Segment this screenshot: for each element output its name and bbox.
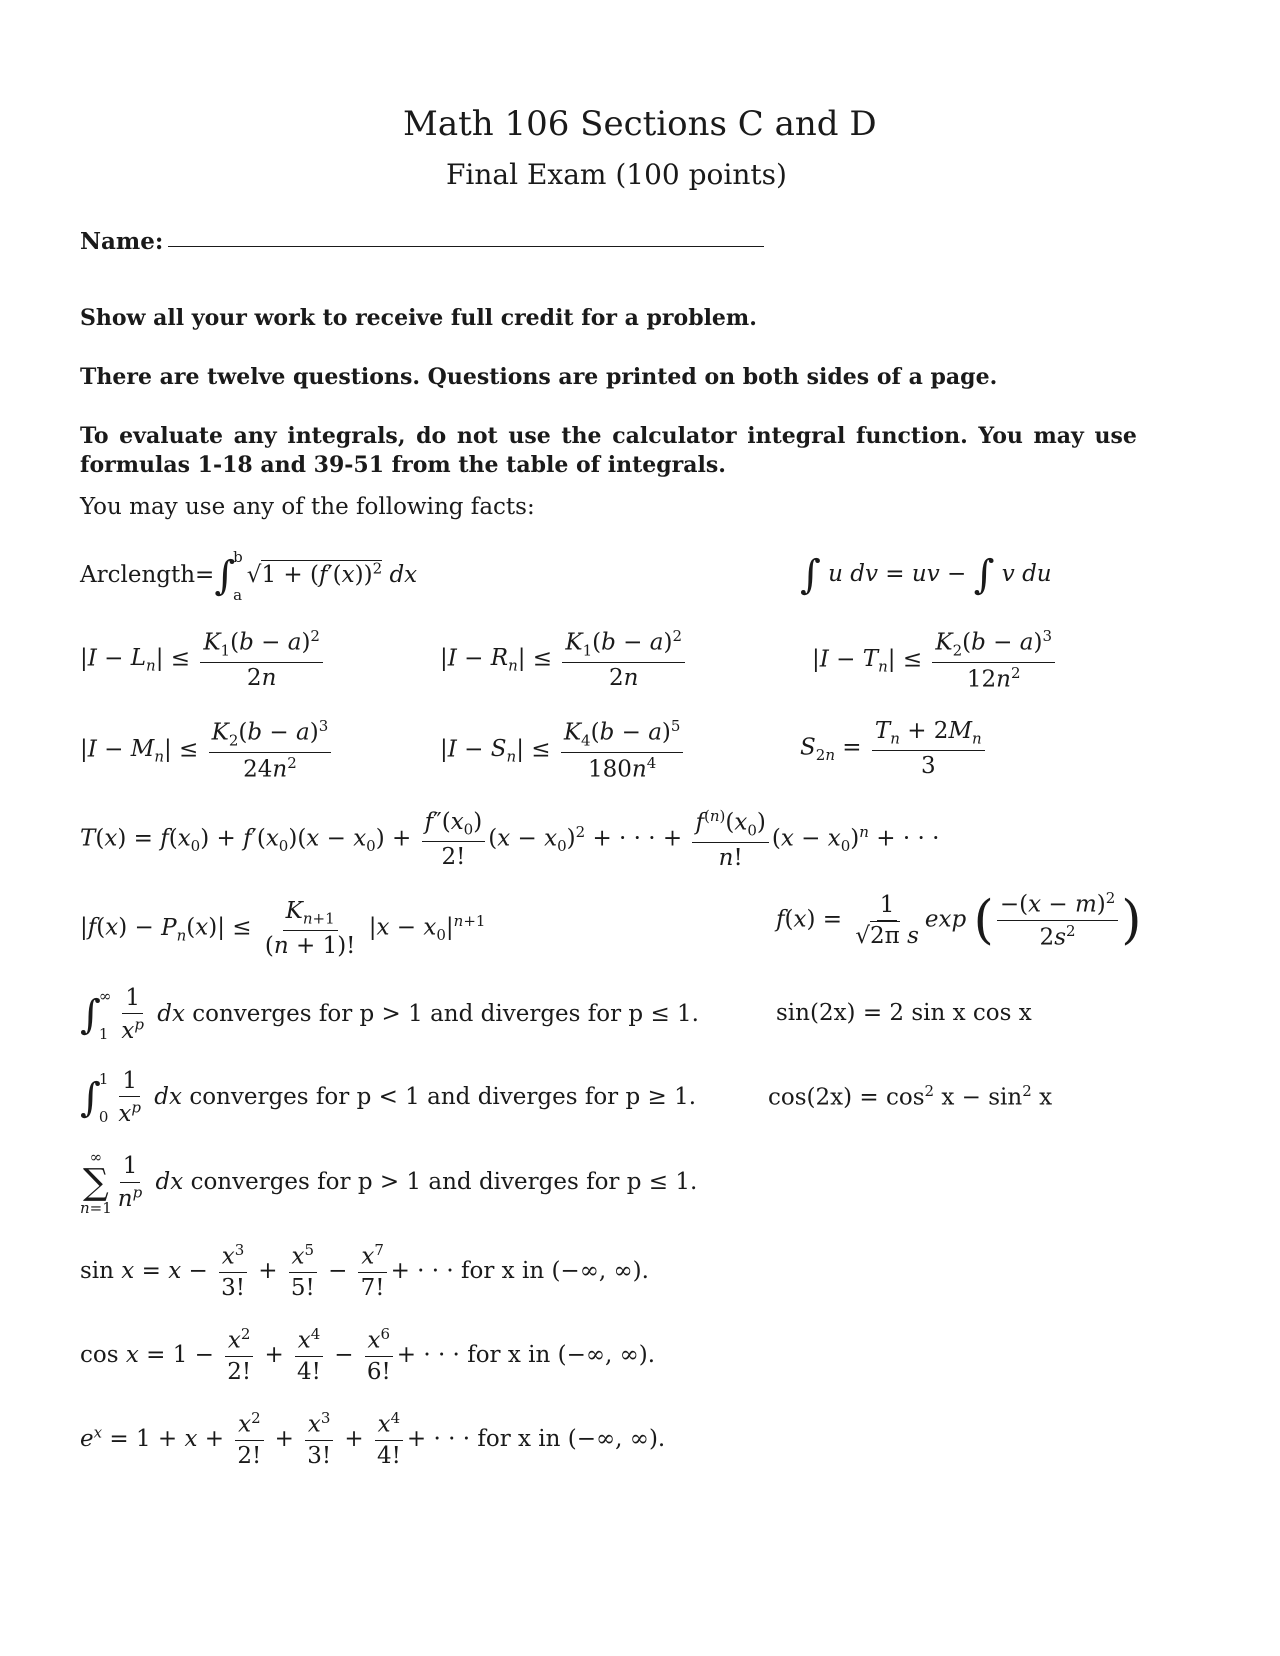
cos-series: cos x = 1 − $\frac{x^2}{2!}$ + $\frac{x^4}{4!}$ − $\frac{x^6}{6!}$ + · · · for x in (−∞, ∞). xyxy=(80,1325,656,1386)
cos-double-end: x xyxy=(1039,1084,1053,1111)
facts-intro: You may use any of the following facts: xyxy=(80,494,535,520)
p-integral-zero-one-text: converges for p < 1 and diverges for p ≥ 1. xyxy=(189,1083,697,1110)
taylor-series: $T(x) = f(x_0) + f'(x_0)(x - x_0)$ + $\frac{f''(x_0)}{2!}$ $(x - x_0)^2$ + · · · + $\frac{f^{(n)}(x_0)}{n!}$ $(x - x_0)^n$ + · · · xyxy=(80,807,940,871)
cos-double-angle: $\cos(2x) = \cos^2 x - \sin^2 x$ xyxy=(768,1082,1053,1111)
exam-title: Math 106 Sections C and D xyxy=(403,104,877,144)
sin-series: sin x = x − $\frac{x^3}{3!}$ + $\frac{x^5}{5!}$ − $\frac{x^7}{7!}$ + · · · for x in (−∞, ∞). xyxy=(80,1241,649,1302)
p-integral-zero-one: ∫ 1 0 $\frac{1}{x^p}$ dx converges for p < 1 and diverges for p ≥ 1. xyxy=(80,1068,697,1128)
p-integral-infinity-text: converges for p > 1 and diverges for p ≤ 1. xyxy=(192,1000,699,1027)
exp-series: $e^x = 1 + x$ + $\frac{x^2}{2!}$ + $\frac{x^3}{3!}$ + $\frac{x^4}{4!}$ + · · · for x in (−∞, ∞). xyxy=(80,1409,666,1470)
instruction-integrals-2: formulas 1-18 and 39-51 from the table of integrals. xyxy=(80,452,726,478)
p-series-text: converges for p > 1 and diverges for p ≤ 1. xyxy=(190,1169,698,1195)
taylor-remainder: $|f(x) - P_n(x)|$ ≤ $\frac{K_{n+1}}{(n + 1)!}$ $|x - x_0|^{n+1}$ xyxy=(80,898,486,959)
simpson-error: $|I - S_n|$ ≤ $\frac{K_4(b - a)^5}{180n^4}$ xyxy=(440,718,686,783)
name-line[interactable] xyxy=(168,246,764,247)
right-endpoint-error: $|I - R_n|$ ≤ $\frac{K_1(b - a)^2}{2n}$ xyxy=(440,628,688,691)
name-label: Name: xyxy=(80,228,164,255)
integration-by-parts: ∫ u dv = uv − ∫ v du xyxy=(800,552,1052,598)
arclength-label: Arclength= xyxy=(80,562,215,588)
exp-series-interval: for x in (−∞, ∞). xyxy=(477,1425,666,1452)
cos-double-lhs: cos(2x) = cos xyxy=(768,1084,925,1111)
instruction-questions: There are twelve questions. Questions are printed on both sides of a page. xyxy=(80,364,998,390)
instruction-show-work: Show all your work to receive full credit for a problem. xyxy=(80,305,757,331)
trapezoid-error: $|I - T_n|$ ≤ $\frac{K_2(b - a)^3}{12n^2}$ xyxy=(812,628,1058,693)
arclength-formula: Arclength=∫ b a $√1 + (f'(x))^2$ dx xyxy=(80,548,418,604)
left-endpoint-error: $|I - L_n|$ ≤ $\frac{K_1(b - a)^2}{2n}$ xyxy=(80,628,326,691)
p-series: ∞ ∑ n=1 $\frac{1}{n^p}$ dx converges for p > 1 and diverges for p ≤ 1. xyxy=(80,1148,698,1217)
cos-series-interval: for x in (−∞, ∞). xyxy=(467,1341,656,1368)
simpson-relation: $S_{2n}$ = $\frac{T_n + 2M_n}{3}$ xyxy=(800,718,988,779)
exam-subtitle: Final Exam (100 points) xyxy=(446,158,787,191)
p-integral-infinity: ∫ ∞ 1 $\frac{1}{x^p}$ dx converges for p > 1 and diverges for p ≤ 1. xyxy=(80,985,699,1045)
normal-density: f(x) = $\frac{1}{\text{√2π s}}$ exp ( $\frac{-(x - m)^2}{2s^2}$ ) xyxy=(776,889,1142,951)
sin-series-interval: for x in (−∞, ∞). xyxy=(461,1257,649,1284)
sin-double-angle: sin(2x) = 2 sin x cos x xyxy=(776,1000,1032,1026)
cos-double-mid: x − sin xyxy=(941,1084,1023,1111)
midpoint-error: $|I - M_n|$ ≤ $\frac{K_2(b - a)^3}{24n^2}$ xyxy=(80,718,334,783)
instruction-integrals-1: To evaluate any integrals, do not use the calculator integral function. You may use xyxy=(80,423,1137,449)
